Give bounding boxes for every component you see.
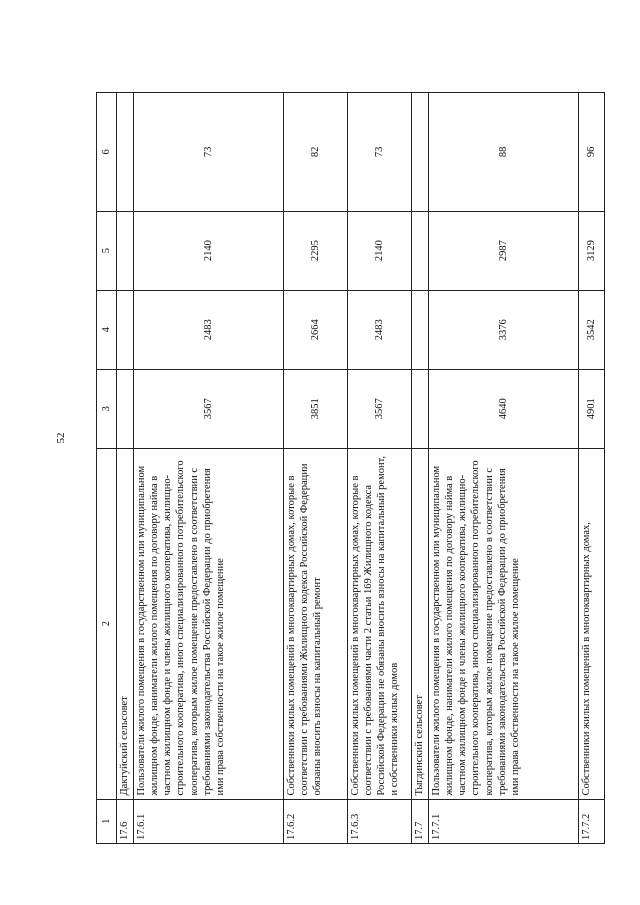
row-code: 17.7.1 — [429, 799, 579, 843]
column-header: 4 — [97, 290, 117, 369]
table-row — [284, 93, 348, 844]
row-code: 17.7 — [412, 799, 429, 843]
cell-col3 — [412, 369, 429, 448]
row-description: Тыгдинский сельсовет — [412, 448, 429, 799]
cell-col5: 2987 — [429, 211, 579, 290]
cell-col3: 4640 — [429, 369, 579, 448]
table-row — [412, 93, 429, 844]
cell-col5 — [412, 211, 429, 290]
cell-col4 — [412, 290, 429, 369]
column-header: 3 — [97, 369, 117, 448]
row-code: 17.6.2 — [284, 799, 348, 843]
table-row — [429, 93, 579, 844]
cell-col3 — [117, 369, 134, 448]
cell-col3: 3567 — [134, 369, 284, 448]
row-description: Дактуйский сельсовет — [117, 448, 134, 799]
cell-col5: 2140 — [348, 211, 412, 290]
cell-col3: 3851 — [284, 369, 348, 448]
cell-col4: 2483 — [348, 290, 412, 369]
cell-col6 — [412, 93, 429, 212]
row-code: 17.6.3 — [348, 799, 412, 843]
cell-col3: 3567 — [348, 369, 412, 448]
cell-col3: 4901 — [579, 369, 605, 448]
table-row — [117, 93, 134, 844]
table-row — [134, 93, 284, 844]
rotated-table-container — [96, 92, 604, 844]
cell-col4: 2664 — [284, 290, 348, 369]
page-number: 52 — [55, 432, 67, 444]
cell-col4: 2483 — [134, 290, 284, 369]
cell-col6: 73 — [348, 93, 412, 212]
row-code: 17.6.1 — [134, 799, 284, 843]
row-description: Собственники жилых помещений в многоквартирных домах, — [579, 448, 605, 799]
row-description: Собственники жилых помещений в многоквартирных домах, которые в соответствии с требованиями Жилищного кодекса Российской Федерации обязаны вносить взносы на капитальный ремонт — [284, 448, 348, 799]
tariff-table — [96, 92, 605, 844]
cell-col4: 3376 — [429, 290, 579, 369]
cell-col6 — [117, 93, 134, 212]
cell-col5: 3129 — [579, 211, 605, 290]
cell-col6: 82 — [284, 93, 348, 212]
table-row — [579, 93, 605, 844]
cell-col6: 88 — [429, 93, 579, 212]
row-description: Собственники жилых помещений в многоквартирных домах, которые в соответствии с требованиями части 2 статьи 169 Жилищного кодекса Российской Федерации не обязаны вносить взносы на капитальный ремонт, и собственники жилых домов — [348, 448, 412, 799]
column-header: 1 — [97, 799, 117, 843]
column-header: 5 — [97, 211, 117, 290]
cell-col5 — [117, 211, 134, 290]
header-row — [97, 93, 117, 844]
column-header: 2 — [97, 448, 117, 799]
row-code: 17.7.2 — [579, 799, 605, 843]
column-header: 6 — [97, 93, 117, 212]
cell-col4 — [117, 290, 134, 369]
cell-col6: 96 — [579, 93, 605, 212]
cell-col5: 2140 — [134, 211, 284, 290]
cell-col4: 3542 — [579, 290, 605, 369]
row-description: Пользователи жилого помещения в государственном или муниципальном жилищном фонде, наниматели жилого помещения по договору найма в частном жилищном фонде и члены жилищного кооператива, жилищно-строительного кооператива, иного специализированного потребительского кооператива, которым жилое помещение предоставлено в соответствии с требованиями законодательства Российской Федерации до приобретения ими права собственности на такое жилое помещение — [134, 448, 284, 799]
cell-col5: 2295 — [284, 211, 348, 290]
cell-col6: 73 — [134, 93, 284, 212]
row-code: 17.6 — [117, 799, 134, 843]
table-row — [348, 93, 412, 844]
row-description: Пользователи жилого помещения в государственном или муниципальном жилищном фонде, наниматели жилого помещения по договору найма в частном жилищном фонде и члены жилищного кооператива, жилищно-строительного кооператива, иного специализированного потребительского кооператива, которым жилое помещение предоставлено в соответствии с требованиями законодательства Российской Федерации до приобретения ими права собственности на такое жилое помещение — [429, 448, 579, 799]
